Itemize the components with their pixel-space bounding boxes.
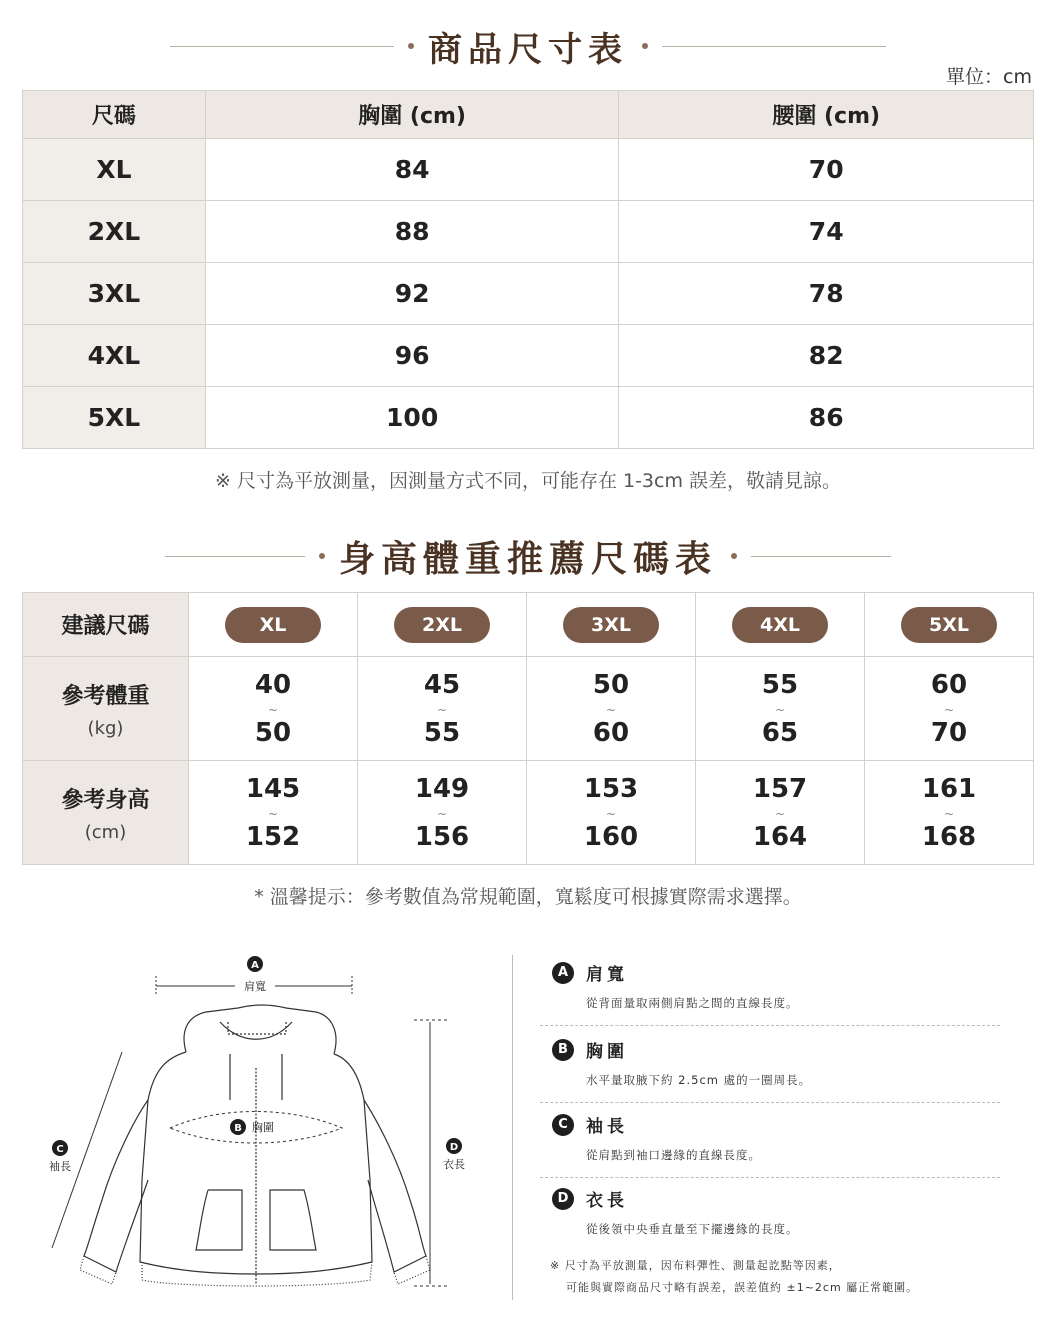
size-chart-title-row bbox=[0, 26, 1056, 70]
legend-letter: C bbox=[552, 1114, 574, 1136]
range-max: 168 bbox=[921, 821, 977, 852]
chest-cell: 96 bbox=[205, 325, 619, 387]
range-tilde: ~ bbox=[605, 806, 617, 821]
legend-name: 胸圍 bbox=[586, 1042, 628, 1062]
legend-letter: B bbox=[552, 1039, 574, 1061]
legend-desc: 從後領中央垂直量至下擺邊緣的長度。 bbox=[586, 1222, 799, 1236]
range-tilde: ~ bbox=[267, 702, 279, 717]
height-cell bbox=[358, 761, 527, 865]
range-min: 55 bbox=[761, 669, 799, 700]
range-tilde: ~ bbox=[605, 702, 617, 717]
waist-cell: 86 bbox=[619, 387, 1034, 449]
measurement-footnote bbox=[550, 1255, 918, 1299]
legend-divider bbox=[540, 1177, 1000, 1178]
diagram-label-d bbox=[436, 1136, 474, 1176]
range-min: 161 bbox=[921, 773, 977, 804]
legend-name: 肩寬 bbox=[586, 965, 628, 985]
range-min: 45 bbox=[423, 669, 461, 700]
diagram-letter-d: D bbox=[449, 1142, 459, 1153]
weight-cell bbox=[358, 657, 527, 761]
recommend-note: * 溫馨提示：參考數值為常規範圍，寬鬆度可根據實際需求選擇。 bbox=[254, 886, 802, 908]
diagram-label-b bbox=[230, 1119, 274, 1135]
range-tilde: ~ bbox=[436, 702, 448, 717]
chest-cell: 100 bbox=[205, 387, 619, 449]
header-chest: 胸圍 (cm) bbox=[205, 91, 619, 139]
chest-cell: 92 bbox=[205, 263, 619, 325]
range-max: 156 bbox=[414, 821, 470, 852]
title-line-left bbox=[170, 46, 394, 47]
size-cell: 4XL bbox=[23, 325, 206, 387]
table-row bbox=[23, 139, 1034, 201]
height-label: 參考身高 bbox=[61, 787, 150, 813]
legend-name: 衣長 bbox=[586, 1191, 628, 1211]
size-cell bbox=[189, 593, 358, 657]
legend-desc: 從肩點到袖口邊緣的直線長度。 bbox=[586, 1148, 761, 1162]
diagram-divider bbox=[512, 955, 513, 1300]
size-cell bbox=[358, 593, 527, 657]
waist-cell: 82 bbox=[619, 325, 1034, 387]
table-row bbox=[23, 387, 1034, 449]
size-pill: 4XL bbox=[732, 607, 828, 643]
legend-item bbox=[540, 1186, 1000, 1237]
height-row-label bbox=[23, 761, 189, 865]
title-dot-left bbox=[408, 43, 414, 49]
size-cell bbox=[865, 593, 1034, 657]
diagram-text-b: 胸圍 bbox=[252, 1121, 274, 1134]
range-max: 60 bbox=[592, 717, 630, 748]
recommend-size-row bbox=[23, 593, 1034, 657]
size-pill: 3XL bbox=[563, 607, 659, 643]
size-chart-title: 商品尺寸表 bbox=[428, 29, 628, 70]
waist-cell: 70 bbox=[619, 139, 1034, 201]
diagram-text-c: 袖長 bbox=[49, 1160, 71, 1173]
weight-unit: (kg) bbox=[87, 717, 124, 739]
weight-row bbox=[23, 657, 1034, 761]
legend-desc: 從背面量取兩側肩點之間的直線長度。 bbox=[586, 996, 799, 1010]
recommend-table bbox=[22, 592, 1034, 865]
legend-item bbox=[540, 1112, 1000, 1178]
footnote-line-2: 可能與實際商品尺寸略有誤差，誤差值約 ±1~2cm 屬正常範圍。 bbox=[566, 1281, 919, 1294]
height-unit: (cm) bbox=[84, 821, 127, 843]
legend-letter: D bbox=[552, 1188, 574, 1210]
diagram-letter-a: A bbox=[251, 960, 259, 971]
unit-label: 單位：cm bbox=[946, 66, 1032, 88]
range-min: 153 bbox=[583, 773, 639, 804]
diagram-letter-b: B bbox=[234, 1123, 242, 1134]
size-pill: XL bbox=[225, 607, 321, 643]
recommend-title-row bbox=[0, 534, 1056, 578]
title-dot-right bbox=[731, 553, 737, 559]
legend-divider bbox=[540, 1102, 1000, 1103]
jacket-left-pocket bbox=[196, 1190, 242, 1250]
size-cell: 5XL bbox=[23, 387, 206, 449]
range-tilde: ~ bbox=[267, 806, 279, 821]
range-max: 70 bbox=[930, 717, 968, 748]
jacket-hood bbox=[184, 1005, 336, 1054]
size-cell: 3XL bbox=[23, 263, 206, 325]
title-dot-right bbox=[642, 43, 648, 49]
weight-label: 參考體重 bbox=[61, 683, 150, 709]
height-cell bbox=[865, 761, 1034, 865]
height-cell bbox=[696, 761, 865, 865]
size-pill: 2XL bbox=[394, 607, 490, 643]
size-row-label: 建議尺碼 bbox=[23, 593, 189, 657]
header-waist: 腰圍 (cm) bbox=[619, 91, 1034, 139]
diagram-text-d: 衣長 bbox=[443, 1158, 465, 1171]
diagram-label-c bbox=[49, 1140, 71, 1173]
jacket-right-cuff bbox=[394, 1256, 430, 1284]
range-min: 149 bbox=[414, 773, 470, 804]
diagram-letter-c: C bbox=[56, 1144, 64, 1155]
weight-row-label bbox=[23, 657, 189, 761]
range-tilde: ~ bbox=[943, 702, 955, 717]
waist-cell: 78 bbox=[619, 263, 1034, 325]
size-cell bbox=[527, 593, 696, 657]
legend-item bbox=[540, 960, 1000, 1026]
legend-desc: 水平量取腋下約 2.5cm 處的一圈周長。 bbox=[586, 1073, 812, 1087]
range-min: 157 bbox=[752, 773, 808, 804]
jacket-left-sleeve bbox=[84, 1100, 148, 1272]
chest-cell: 88 bbox=[205, 201, 619, 263]
jacket-right-pocket bbox=[270, 1190, 316, 1250]
legend-name: 袖長 bbox=[586, 1117, 628, 1137]
legend-divider bbox=[540, 1025, 1000, 1026]
title-dot-left bbox=[319, 553, 325, 559]
table-row bbox=[23, 201, 1034, 263]
jacket-right-sleeve bbox=[364, 1100, 426, 1272]
diagram-text-a: 肩寬 bbox=[244, 980, 266, 993]
title-line-right bbox=[662, 46, 886, 47]
range-min: 50 bbox=[592, 669, 630, 700]
title-line-left bbox=[165, 556, 305, 557]
jacket-diagram bbox=[30, 950, 510, 1300]
range-min: 60 bbox=[930, 669, 968, 700]
weight-cell bbox=[189, 657, 358, 761]
recommend-title: 身高體重推薦尺碼表 bbox=[338, 537, 717, 580]
size-cell: 2XL bbox=[23, 201, 206, 263]
height-cell bbox=[527, 761, 696, 865]
weight-cell bbox=[696, 657, 865, 761]
size-cell bbox=[696, 593, 865, 657]
range-max: 164 bbox=[752, 821, 808, 852]
height-row bbox=[23, 761, 1034, 865]
waist-cell: 74 bbox=[619, 201, 1034, 263]
table-row bbox=[23, 263, 1034, 325]
range-max: 50 bbox=[254, 717, 292, 748]
range-max: 65 bbox=[761, 717, 799, 748]
range-tilde: ~ bbox=[943, 806, 955, 821]
range-tilde: ~ bbox=[774, 806, 786, 821]
legend-letter: A bbox=[552, 962, 574, 984]
weight-cell bbox=[865, 657, 1034, 761]
size-table-header bbox=[23, 91, 1034, 139]
size-table bbox=[22, 90, 1034, 449]
legend-item bbox=[540, 1037, 1000, 1103]
range-min: 145 bbox=[245, 773, 301, 804]
footnote-line-1: ※ 尺寸為平放測量，因布料彈性、測量起訖點等因素， bbox=[550, 1259, 841, 1272]
range-min: 40 bbox=[254, 669, 292, 700]
jacket-left-cuff bbox=[80, 1256, 116, 1284]
range-tilde: ~ bbox=[436, 806, 448, 821]
diagram-label-a bbox=[235, 956, 275, 994]
jacket-hood-inner bbox=[220, 1022, 292, 1039]
size-pill: 5XL bbox=[901, 607, 997, 643]
header-size: 尺碼 bbox=[23, 91, 206, 139]
table-row bbox=[23, 325, 1034, 387]
range-max: 152 bbox=[245, 821, 301, 852]
jacket-hood-trim bbox=[228, 1022, 286, 1034]
weight-cell bbox=[527, 657, 696, 761]
chest-cell: 84 bbox=[205, 139, 619, 201]
size-chart-note: ※ 尺寸為平放測量，因測量方式不同，可能存在 1-3cm 誤差，敬請見諒。 bbox=[214, 470, 842, 492]
size-cell: XL bbox=[23, 139, 206, 201]
title-line-right bbox=[751, 556, 891, 557]
range-tilde: ~ bbox=[774, 702, 786, 717]
height-cell bbox=[189, 761, 358, 865]
range-max: 55 bbox=[423, 717, 461, 748]
range-max: 160 bbox=[583, 821, 639, 852]
